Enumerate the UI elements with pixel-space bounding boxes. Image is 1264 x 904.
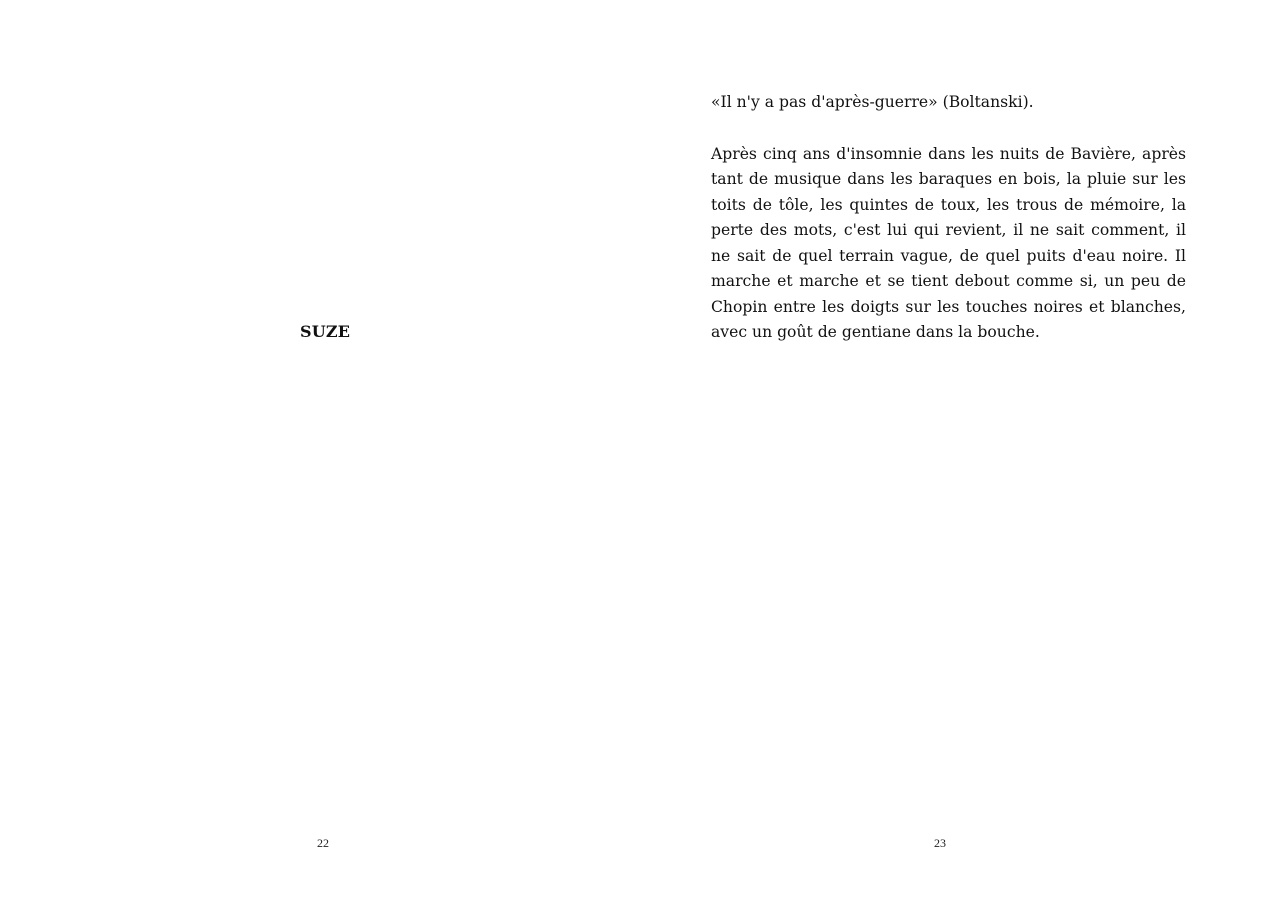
page-number-right: 23 [934, 836, 946, 850]
chapter-title: SUZE [300, 322, 351, 341]
epigraph: «Il n'y a pas d'après-guerre» (Boltanski). [711, 93, 1034, 111]
body-paragraph: Après cinq ans d'insomnie dans les nuits de Bavière, après tant de musique dans les baraques en bois, la pluie sur les toits de tôle, les quintes de toux, les trous de mémoire, la perte des mots, c'est lui qui revient, il ne sait comment, il ne sait de quel terrain vague, de quel puits d'eau noire. Il marche et marche et se tient debout comme si, un peu de Chopin entre les doigts sur les touches noires et blanches, avec un goût de gentiane dans la bouche. [711, 144, 1186, 341]
text-block [711, 90, 1186, 346]
page-number-left: 22 [317, 836, 329, 850]
right-page [632, 0, 1264, 904]
